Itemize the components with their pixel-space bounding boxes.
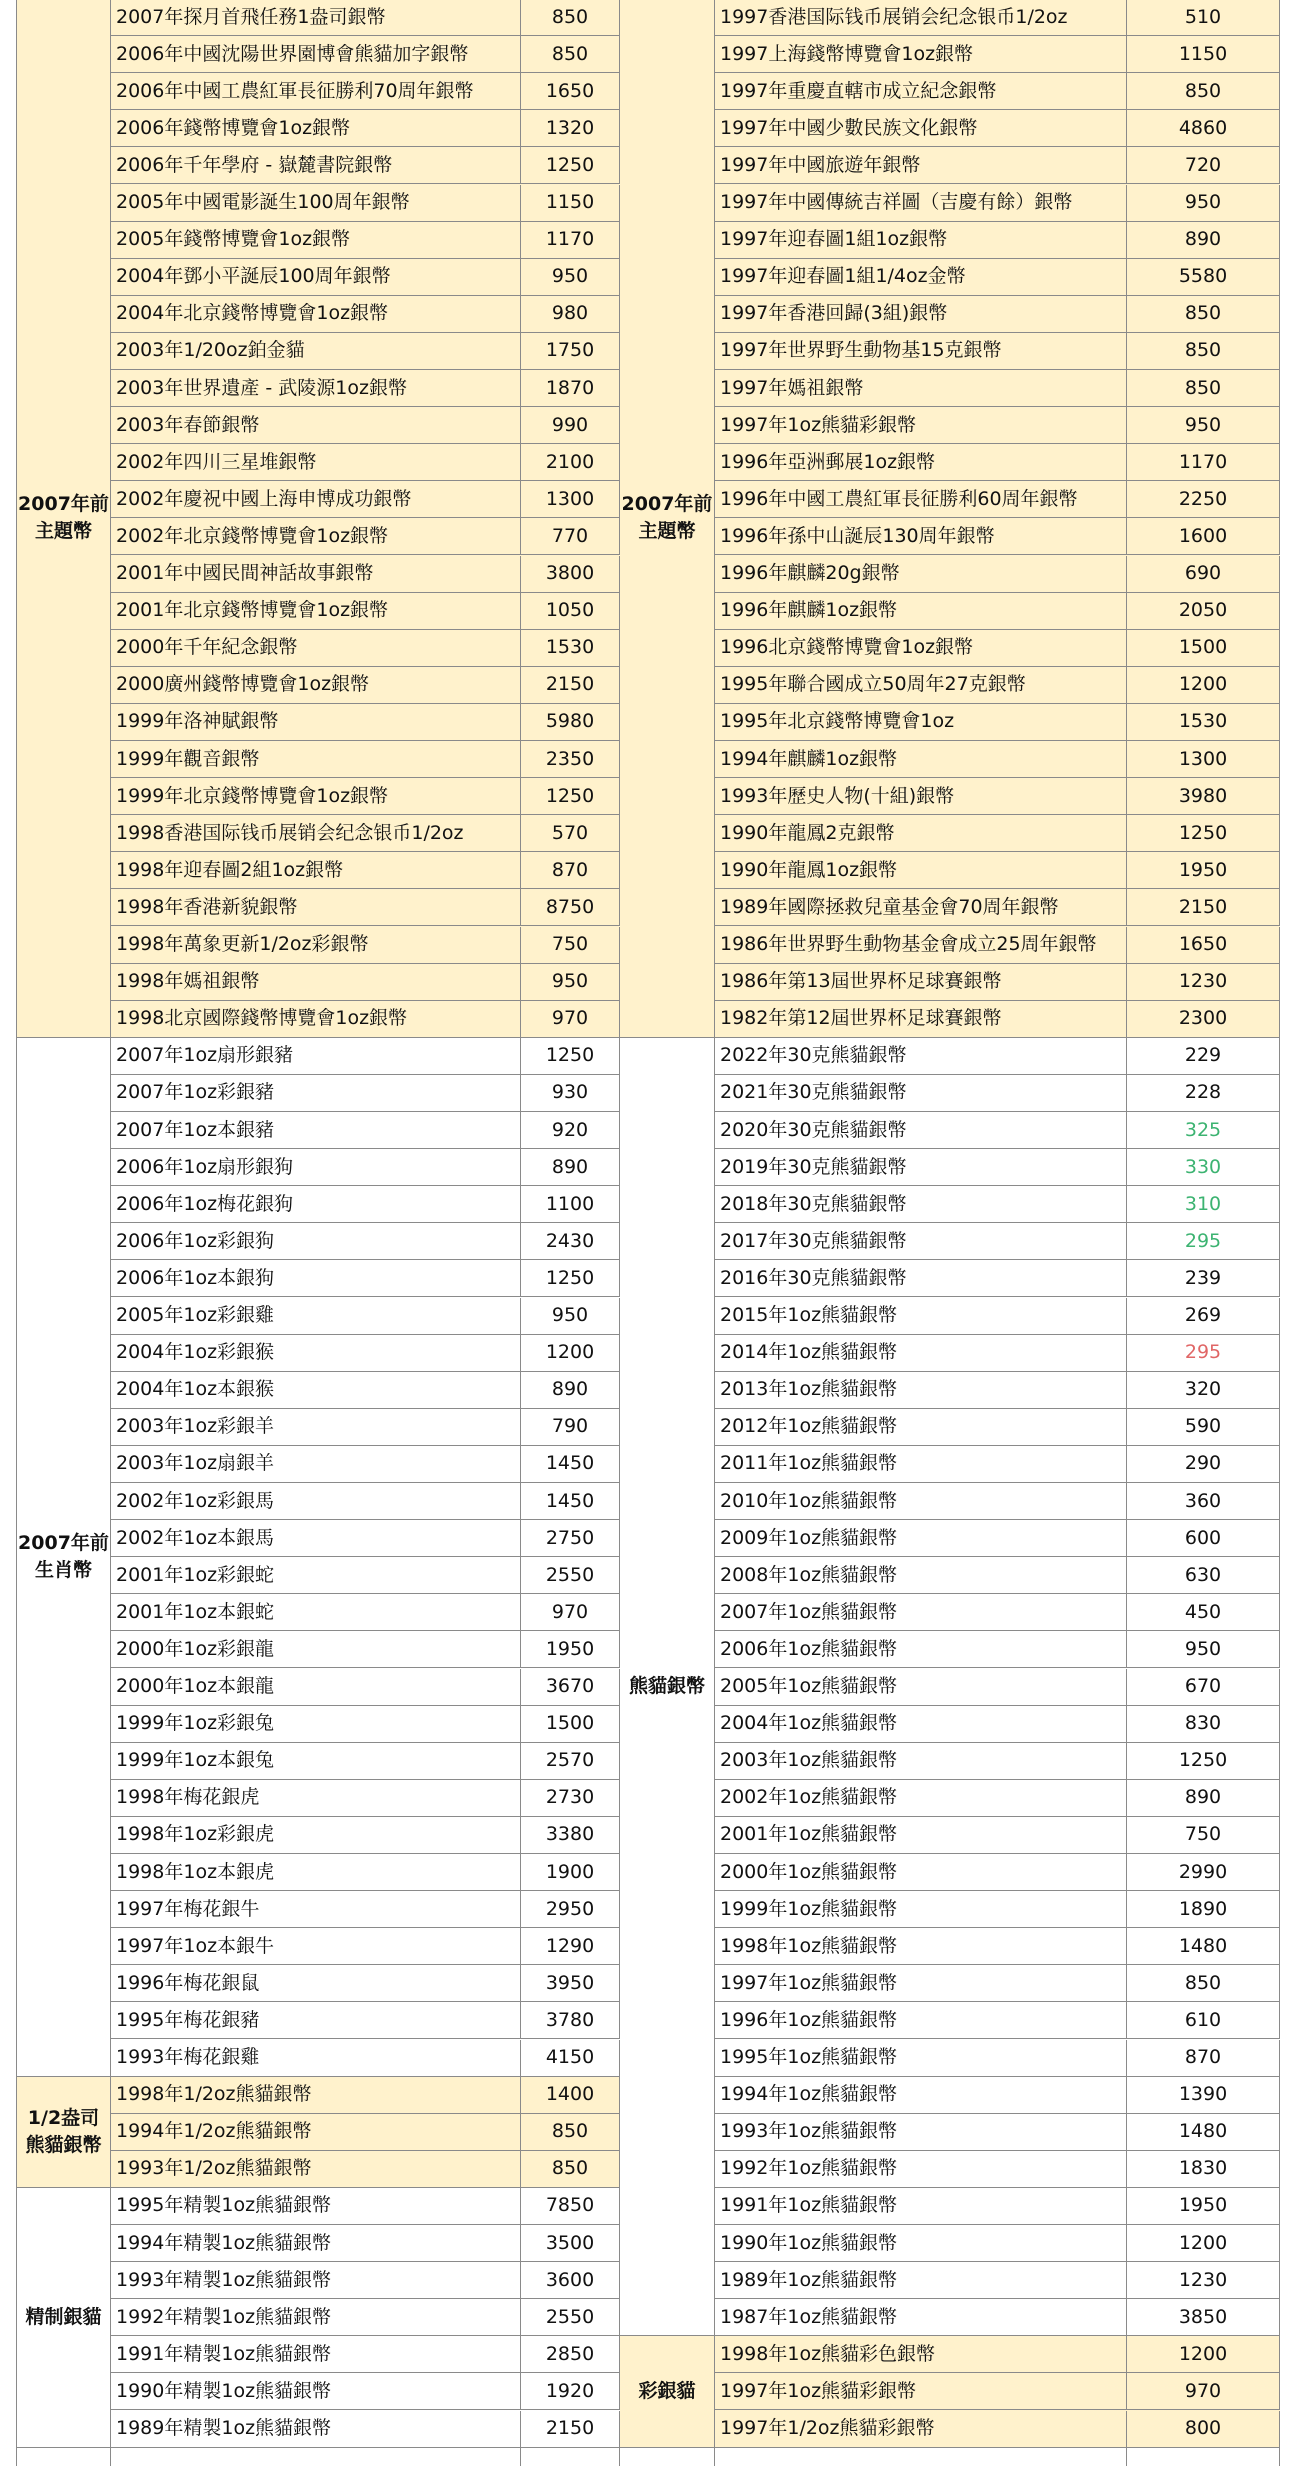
- right-item-name: 1996年麒麟1oz銀幣: [715, 593, 1127, 630]
- right-item-price: 1250: [1127, 815, 1280, 852]
- left-item-name: 2004年北京錢幣博覽會1oz銀幣: [111, 296, 521, 333]
- left-item-name: 1997年1oz本銀牛: [111, 1928, 521, 1965]
- left-item-price: 570: [521, 815, 620, 852]
- right-item-name: 1997年1/2oz熊貓彩銀幣: [715, 2411, 1127, 2448]
- left-item-price: 990: [521, 407, 620, 444]
- right-item-price: 2990: [1127, 1854, 1280, 1891]
- left-item-name: 2007年探月首飛任務1盎司銀幣: [111, 0, 521, 36]
- left-item-name: 2002年1oz本銀馬: [111, 1520, 521, 1557]
- right-item-name: 2008年1oz熊貓銀幣: [715, 1557, 1127, 1594]
- left-item-price: 3500: [521, 2225, 620, 2262]
- left-item-name: 2001年北京錢幣博覽會1oz銀幣: [111, 593, 521, 630]
- category-label-line: 主題幣: [638, 519, 696, 542]
- right-item-price: 325: [1127, 1112, 1280, 1149]
- right-item-price: 690: [1127, 556, 1280, 593]
- left-item-price: 950: [521, 1298, 620, 1335]
- right-item-price: 330: [1127, 1149, 1280, 1186]
- right-item-name: 2014年1oz熊貓銀幣: [715, 1335, 1127, 1372]
- right-item-price: 510: [1127, 0, 1280, 36]
- right-item-name: 2002年1oz熊貓銀幣: [715, 1780, 1127, 1817]
- left-item-name: 1995年精製1oz熊貓銀幣: [111, 2188, 521, 2225]
- left-item-name: 2007年1oz彩銀豬: [111, 1075, 521, 1112]
- category-label-line: 1/2盎司: [27, 2107, 100, 2130]
- left-item-name: 1991年精製1oz熊貓銀幣: [111, 2336, 521, 2373]
- left-item-name: 2006年錢幣博覽會1oz銀幣: [111, 110, 521, 147]
- left-item-name: 2007年1oz本銀豬: [111, 1112, 521, 1149]
- right-item-price: 1890: [1127, 1891, 1280, 1928]
- left-item-price: 870: [521, 852, 620, 889]
- sheet-tail-divider: [714, 2448, 715, 2466]
- right-item-name: 1991年1oz熊貓銀幣: [715, 2188, 1127, 2225]
- left-item-name: 1994年1/2oz熊貓銀幣: [111, 2114, 521, 2151]
- left-item-price: 1750: [521, 333, 620, 370]
- left-category-label: [16, 1038, 111, 2077]
- right-item-name: 1997年迎春圖1組1/4oz金幣: [715, 259, 1127, 296]
- right-item-name: 2010年1oz熊貓銀幣: [715, 1483, 1127, 1520]
- category-label-line: 2007年前: [621, 493, 713, 516]
- left-item-price: 2100: [521, 444, 620, 481]
- left-item-name: 2006年1oz梅花銀狗: [111, 1186, 521, 1223]
- left-item-price: 2150: [521, 2411, 620, 2448]
- left-item-price: 1250: [521, 778, 620, 815]
- left-item-name: 2006年1oz本銀狗: [111, 1260, 521, 1297]
- category-label-line: 主題幣: [34, 519, 92, 542]
- right-item-name: 1996年麒麟20g銀幣: [715, 556, 1127, 593]
- right-item-name: 2013年1oz熊貓銀幣: [715, 1372, 1127, 1409]
- right-item-name: 1994年1oz熊貓銀幣: [715, 2077, 1127, 2114]
- right-item-name: 1995年1oz熊貓銀幣: [715, 2040, 1127, 2077]
- right-item-name: 1997年香港回歸(3組)銀幣: [715, 296, 1127, 333]
- right-item-name: 1993年歷史人物(十組)銀幣: [715, 778, 1127, 815]
- left-item-name: 1992年精製1oz熊貓銀幣: [111, 2299, 521, 2336]
- right-item-name: 1990年龍鳳1oz銀幣: [715, 852, 1127, 889]
- right-item-price: 1530: [1127, 704, 1280, 741]
- left-item-price: 970: [521, 1001, 620, 1038]
- left-item-name: 2002年四川三星堆銀幣: [111, 444, 521, 481]
- right-item-price: 1950: [1127, 852, 1280, 889]
- right-item-price: 1300: [1127, 741, 1280, 778]
- left-item-price: 850: [521, 2114, 620, 2151]
- left-item-name: 2006年1oz扇形銀狗: [111, 1149, 521, 1186]
- right-item-price: 590: [1127, 1409, 1280, 1446]
- left-item-price: 1450: [521, 1446, 620, 1483]
- right-item-name: 1982年第12屆世界杯足球賽銀幣: [715, 1001, 1127, 1038]
- right-item-price: 890: [1127, 1780, 1280, 1817]
- right-item-price: 229: [1127, 1038, 1280, 1075]
- right-item-name: 1989年1oz熊貓銀幣: [715, 2262, 1127, 2299]
- left-item-price: 1150: [521, 185, 620, 222]
- right-item-price: 3850: [1127, 2299, 1280, 2336]
- left-item-name: 2000年1oz本銀龍: [111, 1669, 521, 1706]
- left-item-name: 1998年梅花銀虎: [111, 1780, 521, 1817]
- right-item-price: 290: [1127, 1446, 1280, 1483]
- right-item-price: 1230: [1127, 964, 1280, 1001]
- right-item-price: 850: [1127, 370, 1280, 407]
- left-item-price: 1290: [521, 1928, 620, 1965]
- left-item-price: 2750: [521, 1520, 620, 1557]
- left-item-name: 2004年1oz彩銀猴: [111, 1335, 521, 1372]
- right-item-price: 3980: [1127, 778, 1280, 815]
- right-item-name: 1990年龍鳳2克銀幣: [715, 815, 1127, 852]
- left-item-name: 1999年洛神賦銀幣: [111, 704, 521, 741]
- sheet-tail-row: [16, 2448, 1280, 2466]
- left-item-name: 2006年中國工農紅軍長征勝利70周年銀幣: [111, 73, 521, 110]
- left-item-price: 3780: [521, 2002, 620, 2039]
- right-item-name: 1986年第13屆世界杯足球賽銀幣: [715, 964, 1127, 1001]
- right-item-name: 1997年中國少數民族文化銀幣: [715, 110, 1127, 147]
- left-item-price: 1950: [521, 1631, 620, 1668]
- right-item-name: 2003年1oz熊貓銀幣: [715, 1743, 1127, 1780]
- left-item-name: 1999年1oz本銀兔: [111, 1743, 521, 1780]
- right-item-price: 1600: [1127, 518, 1280, 555]
- right-item-name: 1996年孫中山誕辰130周年銀幣: [715, 518, 1127, 555]
- left-item-name: 2001年1oz本銀蛇: [111, 1594, 521, 1631]
- left-item-name: 2003年春節銀幣: [111, 407, 521, 444]
- left-item-price: 850: [521, 2151, 620, 2188]
- left-item-name: 2007年1oz扇形銀豬: [111, 1038, 521, 1075]
- left-item-price: 750: [521, 927, 620, 964]
- left-item-name: 1999年觀音銀幣: [111, 741, 521, 778]
- left-item-name: 2003年1oz扇銀羊: [111, 1446, 521, 1483]
- left-item-name: 1998年迎春圖2組1oz銀幣: [111, 852, 521, 889]
- left-item-price: 1500: [521, 1706, 620, 1743]
- left-item-name: 2003年世界遺產 - 武陵源1oz銀幣: [111, 370, 521, 407]
- left-item-name: 2002年北京錢幣博覽會1oz銀幣: [111, 518, 521, 555]
- right-item-name: 2019年30克熊貓銀幣: [715, 1149, 1127, 1186]
- left-item-price: 1100: [521, 1186, 620, 1223]
- right-item-price: 295: [1127, 1335, 1280, 1372]
- category-label-line: 2007年前: [18, 1532, 109, 1555]
- right-item-name: 1995年聯合國成立50周年27克銀幣: [715, 667, 1127, 704]
- left-item-price: 850: [521, 0, 620, 36]
- right-item-name: 1996年亞洲郵展1oz銀幣: [715, 444, 1127, 481]
- left-item-price: 2570: [521, 1743, 620, 1780]
- right-item-price: 360: [1127, 1483, 1280, 1520]
- right-item-name: 2015年1oz熊貓銀幣: [715, 1298, 1127, 1335]
- right-item-price: 320: [1127, 1372, 1280, 1409]
- right-category-label: [620, 0, 715, 1038]
- left-item-price: 3600: [521, 2262, 620, 2299]
- right-item-name: 2000年1oz熊貓銀幣: [715, 1854, 1127, 1891]
- left-item-price: 2350: [521, 741, 620, 778]
- right-item-name: 1997上海錢幣博覽會1oz銀幣: [715, 36, 1127, 73]
- left-item-price: 1920: [521, 2373, 620, 2410]
- left-item-price: 2430: [521, 1223, 620, 1260]
- left-item-price: 950: [521, 964, 620, 1001]
- left-item-name: 1993年梅花銀雞: [111, 2040, 521, 2077]
- right-item-price: 1950: [1127, 2188, 1280, 2225]
- right-item-price: 4860: [1127, 110, 1280, 147]
- left-item-name: 2000年千年紀念銀幣: [111, 630, 521, 667]
- right-item-name: 2001年1oz熊貓銀幣: [715, 1817, 1127, 1854]
- left-item-price: 1320: [521, 110, 620, 147]
- left-item-price: 1250: [521, 147, 620, 184]
- left-item-name: 1993年精製1oz熊貓銀幣: [111, 2262, 521, 2299]
- right-item-price: 800: [1127, 2411, 1280, 2448]
- left-item-price: 2950: [521, 1891, 620, 1928]
- right-item-price: 1230: [1127, 2262, 1280, 2299]
- left-item-price: 2730: [521, 1780, 620, 1817]
- left-item-name: 2003年1/20oz鉑金貓: [111, 333, 521, 370]
- right-item-price: 5580: [1127, 259, 1280, 296]
- left-item-name: 2006年1oz彩銀狗: [111, 1223, 521, 1260]
- left-item-name: 1999年1oz彩銀兔: [111, 1706, 521, 1743]
- left-item-name: 2006年中國沈陽世界園博會熊貓加字銀幣: [111, 36, 521, 73]
- right-item-price: 950: [1127, 185, 1280, 222]
- right-item-price: 670: [1127, 1669, 1280, 1706]
- right-item-price: 310: [1127, 1186, 1280, 1223]
- left-item-name: 2003年1oz彩銀羊: [111, 1409, 521, 1446]
- right-item-price: 890: [1127, 222, 1280, 259]
- left-item-price: 2550: [521, 2299, 620, 2336]
- right-item-name: 1996北京錢幣博覽會1oz銀幣: [715, 630, 1127, 667]
- category-label-line: 生肖幣: [34, 1558, 92, 1581]
- right-item-price: 850: [1127, 1965, 1280, 2002]
- left-item-name: 2004年鄧小平誕辰100周年銀幣: [111, 259, 521, 296]
- category-label-line: 彩銀貓: [638, 2380, 696, 2403]
- right-item-price: 2050: [1127, 593, 1280, 630]
- right-item-name: 2016年30克熊貓銀幣: [715, 1260, 1127, 1297]
- right-item-name: 1986年世界野生動物基金會成立25周年銀幣: [715, 927, 1127, 964]
- left-item-name: 1998年萬象更新1/2oz彩銀幣: [111, 927, 521, 964]
- left-item-name: 2005年錢幣博覽會1oz銀幣: [111, 222, 521, 259]
- right-item-name: 2006年1oz熊貓銀幣: [715, 1631, 1127, 1668]
- left-item-name: 1999年北京錢幣博覽會1oz銀幣: [111, 778, 521, 815]
- right-item-price: 1650: [1127, 927, 1280, 964]
- left-item-price: 1050: [521, 593, 620, 630]
- right-item-name: 2007年1oz熊貓銀幣: [715, 1594, 1127, 1631]
- right-item-name: 2004年1oz熊貓銀幣: [715, 1706, 1127, 1743]
- right-item-price: 630: [1127, 1557, 1280, 1594]
- left-item-name: 1998北京國際錢幣博覽會1oz銀幣: [111, 1001, 521, 1038]
- left-item-price: 5980: [521, 704, 620, 741]
- left-item-price: 850: [521, 36, 620, 73]
- right-item-name: 1993年1oz熊貓銀幣: [715, 2114, 1127, 2151]
- right-item-price: 228: [1127, 1075, 1280, 1112]
- left-item-name: 2000廣州錢幣博覽會1oz銀幣: [111, 667, 521, 704]
- left-item-price: 2150: [521, 667, 620, 704]
- sheet-tail-divider: [619, 2448, 620, 2466]
- left-item-price: 1200: [521, 1335, 620, 1372]
- category-label-line: 精制銀貓: [25, 2305, 102, 2328]
- left-item-name: 2000年1oz彩銀龍: [111, 1631, 521, 1668]
- right-item-name: 1996年中國工農紅軍長征勝利60周年銀幣: [715, 481, 1127, 518]
- right-item-name: 1987年1oz熊貓銀幣: [715, 2299, 1127, 2336]
- right-item-price: 1200: [1127, 2225, 1280, 2262]
- left-item-price: 1530: [521, 630, 620, 667]
- left-item-price: 1250: [521, 1260, 620, 1297]
- category-label-line: 2007年前: [18, 493, 109, 516]
- left-item-name: 2004年1oz本銀猴: [111, 1372, 521, 1409]
- right-item-name: 1997年中國傳統吉祥圖（吉慶有餘）銀幣: [715, 185, 1127, 222]
- left-item-price: 2550: [521, 1557, 620, 1594]
- left-category-label: [16, 0, 111, 1038]
- right-item-name: 2022年30克熊貓銀幣: [715, 1038, 1127, 1075]
- left-item-price: 4150: [521, 2040, 620, 2077]
- right-item-name: 1995年北京錢幣博覽會1oz: [715, 704, 1127, 741]
- right-item-name: 2012年1oz熊貓銀幣: [715, 1409, 1127, 1446]
- left-item-price: 970: [521, 1594, 620, 1631]
- right-item-price: 1200: [1127, 2336, 1280, 2373]
- right-item-name: 1997年1oz熊貓彩銀幣: [715, 2373, 1127, 2410]
- left-item-price: 1650: [521, 73, 620, 110]
- right-item-price: 850: [1127, 73, 1280, 110]
- left-item-price: 890: [521, 1372, 620, 1409]
- left-item-price: 1870: [521, 370, 620, 407]
- right-item-price: 2300: [1127, 1001, 1280, 1038]
- right-item-name: 2021年30克熊貓銀幣: [715, 1075, 1127, 1112]
- left-item-name: 1997年梅花銀牛: [111, 1891, 521, 1928]
- left-item-price: 3380: [521, 1817, 620, 1854]
- left-item-price: 950: [521, 259, 620, 296]
- right-item-name: 2009年1oz熊貓銀幣: [715, 1520, 1127, 1557]
- left-item-name: 2002年慶祝中國上海申博成功銀幣: [111, 481, 521, 518]
- left-item-name: 1998年1oz彩銀虎: [111, 1817, 521, 1854]
- right-item-price: 870: [1127, 2040, 1280, 2077]
- right-item-price: 600: [1127, 1520, 1280, 1557]
- left-item-name: 1996年梅花銀鼠: [111, 1965, 521, 2002]
- right-item-price: 1150: [1127, 36, 1280, 73]
- right-item-price: 2250: [1127, 481, 1280, 518]
- left-item-price: 770: [521, 518, 620, 555]
- right-item-name: 2011年1oz熊貓銀幣: [715, 1446, 1127, 1483]
- right-item-name: 2005年1oz熊貓銀幣: [715, 1669, 1127, 1706]
- right-item-name: 1997香港国际钱币展销会纪念银币1/2oz: [715, 0, 1127, 36]
- left-item-price: 1250: [521, 1038, 620, 1075]
- right-item-name: 1997年1oz熊貓銀幣: [715, 1965, 1127, 2002]
- left-item-name: 2005年中國電影誕生100周年銀幣: [111, 185, 521, 222]
- right-item-price: 720: [1127, 147, 1280, 184]
- left-item-name: 1994年精製1oz熊貓銀幣: [111, 2225, 521, 2262]
- left-category-label: [16, 2077, 111, 2188]
- right-item-name: 1997年媽祖銀幣: [715, 370, 1127, 407]
- right-item-price: 750: [1127, 1817, 1280, 1854]
- right-item-price: 239: [1127, 1260, 1280, 1297]
- right-item-name: 1997年迎春圖1組1oz銀幣: [715, 222, 1127, 259]
- right-item-name: 2018年30克熊貓銀幣: [715, 1186, 1127, 1223]
- right-item-price: 450: [1127, 1594, 1280, 1631]
- left-item-name: 2001年1oz彩銀蛇: [111, 1557, 521, 1594]
- right-item-price: 950: [1127, 1631, 1280, 1668]
- right-category-label: [620, 2336, 715, 2447]
- left-item-name: 2006年千年學府 - 嶽麓書院銀幣: [111, 147, 521, 184]
- right-category-label: [620, 1038, 715, 2337]
- left-item-name: 1998年1oz本銀虎: [111, 1854, 521, 1891]
- right-item-price: 1830: [1127, 2151, 1280, 2188]
- right-item-price: 830: [1127, 1706, 1280, 1743]
- left-item-name: 1998年媽祖銀幣: [111, 964, 521, 1001]
- left-item-name: 1998年1/2oz熊貓銀幣: [111, 2077, 521, 2114]
- left-item-name: 1993年1/2oz熊貓銀幣: [111, 2151, 521, 2188]
- left-item-name: 2002年1oz彩銀馬: [111, 1483, 521, 1520]
- left-item-price: 3800: [521, 556, 620, 593]
- right-item-name: 1992年1oz熊貓銀幣: [715, 2151, 1127, 2188]
- right-item-price: 950: [1127, 407, 1280, 444]
- left-item-price: 1170: [521, 222, 620, 259]
- right-item-name: 2017年30克熊貓銀幣: [715, 1223, 1127, 1260]
- right-item-price: 850: [1127, 296, 1280, 333]
- left-item-price: 3670: [521, 1669, 620, 1706]
- right-item-price: 1200: [1127, 667, 1280, 704]
- right-item-name: 1999年1oz熊貓銀幣: [715, 1891, 1127, 1928]
- right-item-name: 1990年1oz熊貓銀幣: [715, 2225, 1127, 2262]
- left-item-name: 1990年精製1oz熊貓銀幣: [111, 2373, 521, 2410]
- right-item-price: 269: [1127, 1298, 1280, 1335]
- left-item-price: 920: [521, 1112, 620, 1149]
- left-item-price: 3950: [521, 1965, 620, 2002]
- left-item-name: 1989年精製1oz熊貓銀幣: [111, 2411, 521, 2448]
- right-item-name: 1996年1oz熊貓銀幣: [715, 2002, 1127, 2039]
- left-item-price: 890: [521, 1149, 620, 1186]
- left-item-price: 1300: [521, 481, 620, 518]
- left-category-label: [16, 2188, 111, 2448]
- left-item-price: 7850: [521, 2188, 620, 2225]
- left-item-price: 2850: [521, 2336, 620, 2373]
- left-item-price: 1400: [521, 2077, 620, 2114]
- left-item-price: 1900: [521, 1854, 620, 1891]
- sheet-tail-divider: [110, 2448, 111, 2466]
- right-item-name: 1997年重慶直轄市成立紀念銀幣: [715, 73, 1127, 110]
- right-item-price: 2150: [1127, 889, 1280, 926]
- left-item-name: 1998年香港新貌銀幣: [111, 889, 521, 926]
- left-item-price: 8750: [521, 889, 620, 926]
- right-item-price: 610: [1127, 2002, 1280, 2039]
- category-label-line: 熊貓銀幣: [25, 2133, 102, 2156]
- right-item-name: 1998年1oz熊貓彩色銀幣: [715, 2336, 1127, 2373]
- right-item-price: 1390: [1127, 2077, 1280, 2114]
- right-item-price: 1480: [1127, 2114, 1280, 2151]
- right-item-name: 1997年1oz熊貓彩銀幣: [715, 407, 1127, 444]
- sheet-tail-divider: [1126, 2448, 1127, 2466]
- left-item-price: 790: [521, 1409, 620, 1446]
- right-item-price: 850: [1127, 333, 1280, 370]
- left-item-name: 2001年中國民間神話故事銀幣: [111, 556, 521, 593]
- category-label-line: 熊貓銀幣: [628, 1675, 705, 1698]
- right-item-name: 1997年中國旅遊年銀幣: [715, 147, 1127, 184]
- right-item-price: 1170: [1127, 444, 1280, 481]
- right-item-price: 295: [1127, 1223, 1280, 1260]
- left-item-price: 930: [521, 1075, 620, 1112]
- sheet-tail-divider: [520, 2448, 521, 2466]
- right-item-name: 1998年1oz熊貓銀幣: [715, 1928, 1127, 1965]
- right-item-name: 2020年30克熊貓銀幣: [715, 1112, 1127, 1149]
- left-item-price: 1450: [521, 1483, 620, 1520]
- right-item-name: 1994年麒麟1oz銀幣: [715, 741, 1127, 778]
- right-item-price: 1250: [1127, 1743, 1280, 1780]
- right-item-name: 1997年世界野生動物基15克銀幣: [715, 333, 1127, 370]
- left-item-name: 1995年梅花銀豬: [111, 2002, 521, 2039]
- left-item-name: 1998香港国际钱币展销会纪念银币1/2oz: [111, 815, 521, 852]
- right-item-price: 1480: [1127, 1928, 1280, 1965]
- right-item-price: 1500: [1127, 630, 1280, 667]
- left-item-name: 2005年1oz彩銀雞: [111, 1298, 521, 1335]
- right-item-name: 1989年國際拯救兒童基金會70周年銀幣: [715, 889, 1127, 926]
- right-item-price: 970: [1127, 2373, 1280, 2410]
- left-item-price: 980: [521, 296, 620, 333]
